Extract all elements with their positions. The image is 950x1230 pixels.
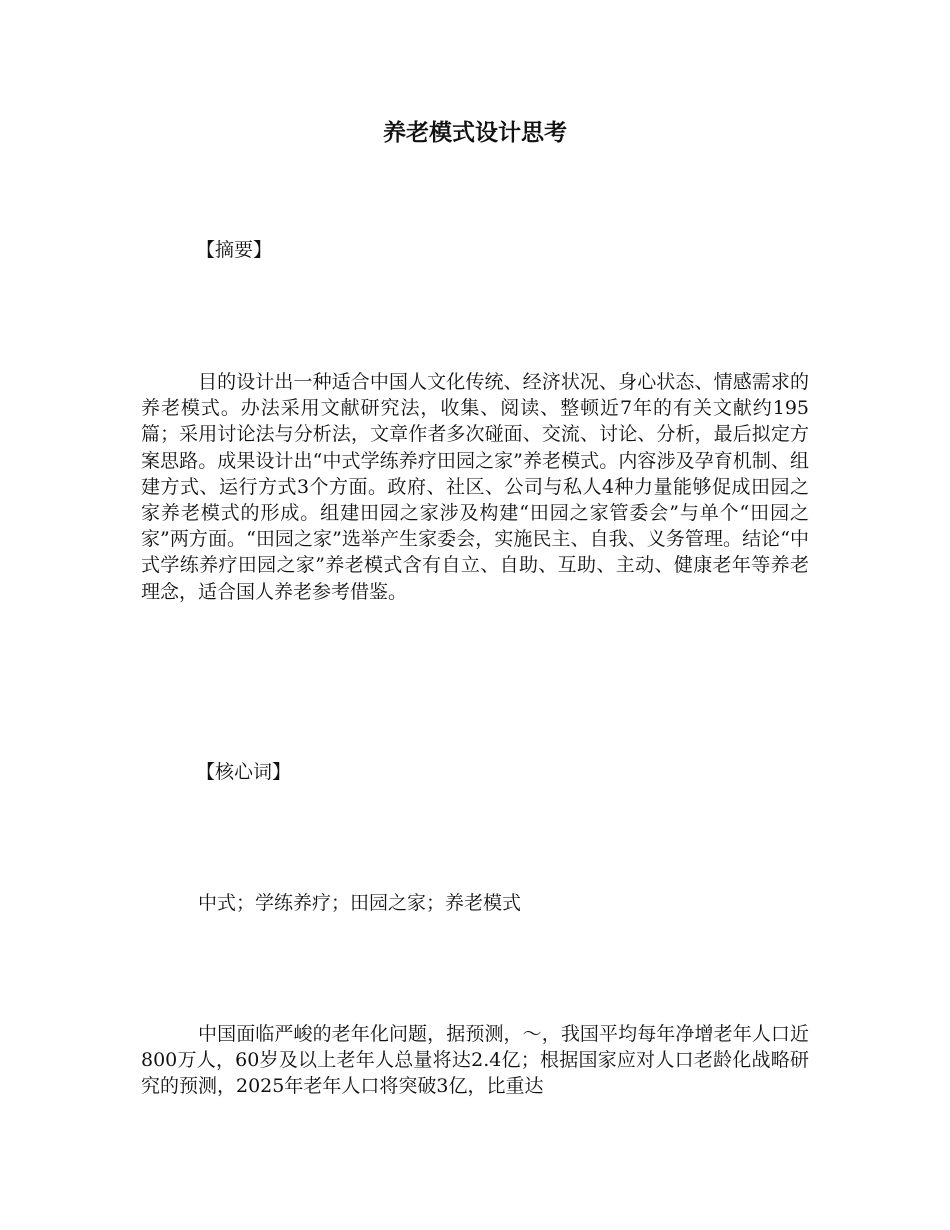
abstract-paragraph: 目的设计出一种适合中国人文化传统、经济状况、身心状态、情感需求的养老模式。办法采用文献研究法，收集、阅读、整顿近7年的有关文献约195篇；采用讨论法与分析法，文章作者多次碰面、交流、讨论、分析，最后拟定方案思路。成果设计出“中式学练养疗田园之家”养老模式。内容涉及孕育机制、组建方式、运行方式3个方面。政府、社区、公司与私人4种力量能够促成田园之家养老模式的形成。组建田园之家涉及构建“田园之家管委会”与单个“田园之家”两方面。“田园之家”选举产生家委会，实施民主、自我、义务管理。结论“中式学练养疗田园之家”养老模式含有自立、自助、互助、主动、健康老年等养老理念，适合国人养老参考借鉴。 [141,371,809,603]
body-paragraph: 中国面临严峻的老年化问题，据预测，～，我国平均每年净增老年人口近800万人，60岁及以上老年人总量将达2.4亿；根据国家应对人口老龄化战略研究的预测，2025年老年人口将突破3亿，比重达 [141,1023,809,1098]
document-title: 养老模式设计思考 [383,120,567,146]
keywords-paragraph: 中式；学练养疗；田园之家；养老模式 [198,892,522,914]
keywords-heading: 【核心词】 [196,761,292,783]
abstract-heading: 【摘要】 [196,239,273,261]
